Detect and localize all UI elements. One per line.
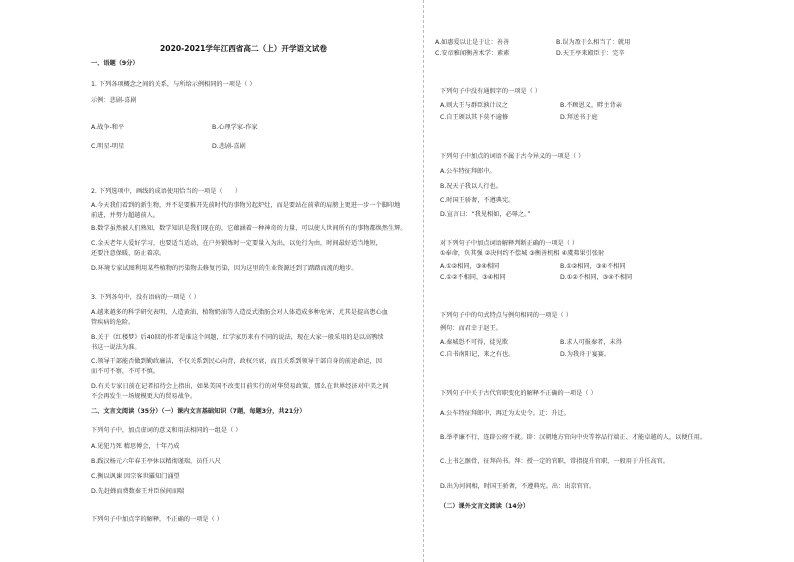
option-3b-line2: 书这一说法为准。 (91, 344, 141, 351)
option-1a: A.战争-和平 (91, 124, 125, 131)
option-6d: D.拜送书于庭 (560, 114, 598, 121)
option-6b: B.不顾恩义，畔主背亲 (560, 102, 622, 109)
option-1d: D.悲剧-喜剧 (212, 143, 246, 150)
question-9: 下列句子中的句式特点与例句相同的一项是（ ） (440, 312, 572, 319)
question-7: 下列句子中加点的词语不属于古今异义的一项是（ ） (440, 153, 585, 160)
option-6a: A.则大王与群臣孰计议之 (440, 102, 508, 109)
question-2: 2. 下列选项中，画线的成语使用恰当的一项是（ ） (91, 188, 242, 195)
option-5b: B.误为盈于么相当了：就用 (556, 39, 631, 46)
question-10: 下列句子中关于古代官职变化的解释不正确的一项是（ ） (440, 390, 597, 397)
option-10c: C.上书乞骸骨，征拜尚书。拜：授一定的官职，常指提升官职，一般用于升任高官。 (440, 458, 670, 465)
option-8a: A.①②相同，③④相同 (440, 263, 500, 270)
exam-title: 2020-2021学年江西省高二（上）开学语文试卷 (160, 44, 327, 53)
option-7a: A.公车特征拜郎中。 (440, 168, 496, 175)
option-2b: B.数学虽然被人们熟知，数学知识是我们现在的，它蕴涵着一种神奇的力量，可以使人世间所有的事物都焕然生辉。 (91, 225, 407, 232)
question-4: 下列句子中，加点虚词的意义和用法相同的一组是（ ） (91, 427, 242, 434)
option-4b: B.践汉杨元六年春王亭休以精彻谨瑞，员任八尺 (91, 458, 221, 465)
option-2a-line2: 前进，并努力超越前人。 (91, 212, 160, 219)
option-8b: B.①②相同，③④不相同 (560, 263, 626, 270)
option-3d-line1: D.有关专家日前在记者招待会上指出，如果美国不改变目前实行的对华贸易政策，那么在世界经济对中美之间 (91, 383, 389, 390)
option-8c: C.①②不相同，③④相同 (440, 274, 506, 281)
option-7d: D.宣言曰：“我见相如，必辱之。” (440, 211, 531, 218)
option-3c-line2: 而不可不察，不可不慎。 (91, 368, 160, 375)
option-4d: D.先赶蜂而费数秦王并臣侯间而喘 (91, 488, 185, 495)
option-9c: C.自书南阳记，来之有也。 (440, 351, 515, 358)
question-6: 下列句子中没有通假字的一项是（ ） (440, 88, 541, 95)
option-2c-line2: 还要注意保暖，防止着凉。 (91, 250, 166, 257)
option-5a: A.如惠爱以让是于让：善善 (435, 39, 510, 46)
option-10d: D.出为河间相，时国王骄奢，不遵典宪。出：出京官官。 (440, 483, 596, 490)
question-1: 1. 下列各项概念之间的关系，与所给示例相同的一项是（ ） (91, 81, 256, 88)
question-1-example: 示例：悲剧-喜剧 (91, 97, 137, 104)
option-3d-line2: 不会再发生一场规模更大的贸易战争。 (91, 393, 197, 400)
question-8-items: ①奉命，负其强 ②决何约不偿城 ③衡善机相 ④虞弗果引张射 (440, 250, 605, 257)
option-2c-line1: C.金天老年人爱好学习，也要适当适动，在户外锻炼时一定要量入为出，以免行为由，时间最好适当地短， (91, 240, 382, 247)
option-10a: A.公车特征拜郎中，再迁为太史令。迁：升迁。 (440, 410, 570, 417)
option-7c: C.时国王骄奢，不遵典宪。 (440, 197, 515, 204)
option-2d: D.环境专家试图利用某些植物的污染物去修复污染，因为这里的生业资源还到了踏踏而流的地步。 (91, 265, 358, 272)
option-6c: C.自王颁以其下莫不逾修 (440, 114, 509, 121)
option-9a: A.秦城恐不可得，徒见欺 (440, 339, 508, 346)
option-3c-line1: C.领导干部能否做到勤政廉洁，不仅关系到民心向背，政权兴衰，而且关系到领导干部自身的前途命运，因 (91, 358, 382, 365)
option-1c: C.明星-明星 (91, 143, 125, 150)
option-7b: B.况天子我以人行也。 (440, 183, 502, 190)
option-9d: D.为我舟于宴赛。 (560, 351, 611, 358)
question-8: 对下列句子中加点词语解释判断正确的一项是（ ） (440, 240, 579, 247)
section-heading: 二、文言文阅读（35分）（一）课内文言基础知识（7题，每题3分，共21分） (91, 408, 306, 415)
option-10b: B.举孝廉不行，连辟公府不就。辟：汉朝地方官向中央等荐品行端正、才能卓越的人，以便任用。 (440, 434, 707, 441)
section-heading: （二）课外文言文阅读（14分） (440, 503, 530, 510)
option-1b: B.心理学家-作家 (212, 124, 258, 131)
option-8d: D.①②不相同，③④不相同 (560, 274, 633, 281)
option-9b: B.求人可报秦者，未得 (560, 339, 622, 346)
option-3a-line1: A.越来越多的科学研究表明，人造黄油、植物奶油等人造反式脂肪会对人体造成多种危害，尤其是提高患心血 (91, 309, 388, 316)
option-5d: D.天王亭来殿臣于：完辛 (556, 50, 625, 57)
question-9-example: 例句：而君幸于赵王。 (440, 325, 502, 332)
option-5c: C.安帝雅闻衡善术学：素素 (435, 50, 510, 57)
option-2a-line1: A.今天我们看到的新生物，并不是要推开先前时代的事物另起炉灶，而是要站在前辈的肩膀上更进一步一个脚印地 (91, 202, 401, 209)
question-3: 3. 下列各句中，没有语病的一项是（ ） (91, 294, 200, 301)
option-3b-line1: B.关于《红楼梦》后40回的作者是谁这个问题，红学家历来有不同的说法，现在大家一般采用的是以高鹗续 (91, 334, 384, 341)
section-heading: 一、语题（9分） (91, 60, 139, 67)
question-5: 下列句子中加点字的解释，不正确的一项是（ ） (91, 516, 223, 523)
option-4a: A.见犯乃死 精思傅会，十年乃成 (91, 443, 180, 450)
option-3a-line2: 管疾病的危险。 (91, 319, 135, 326)
option-4c: C.衡以讽谏 因宗客世羅知门涌望 (91, 473, 180, 480)
column-divider (423, 0, 425, 562)
